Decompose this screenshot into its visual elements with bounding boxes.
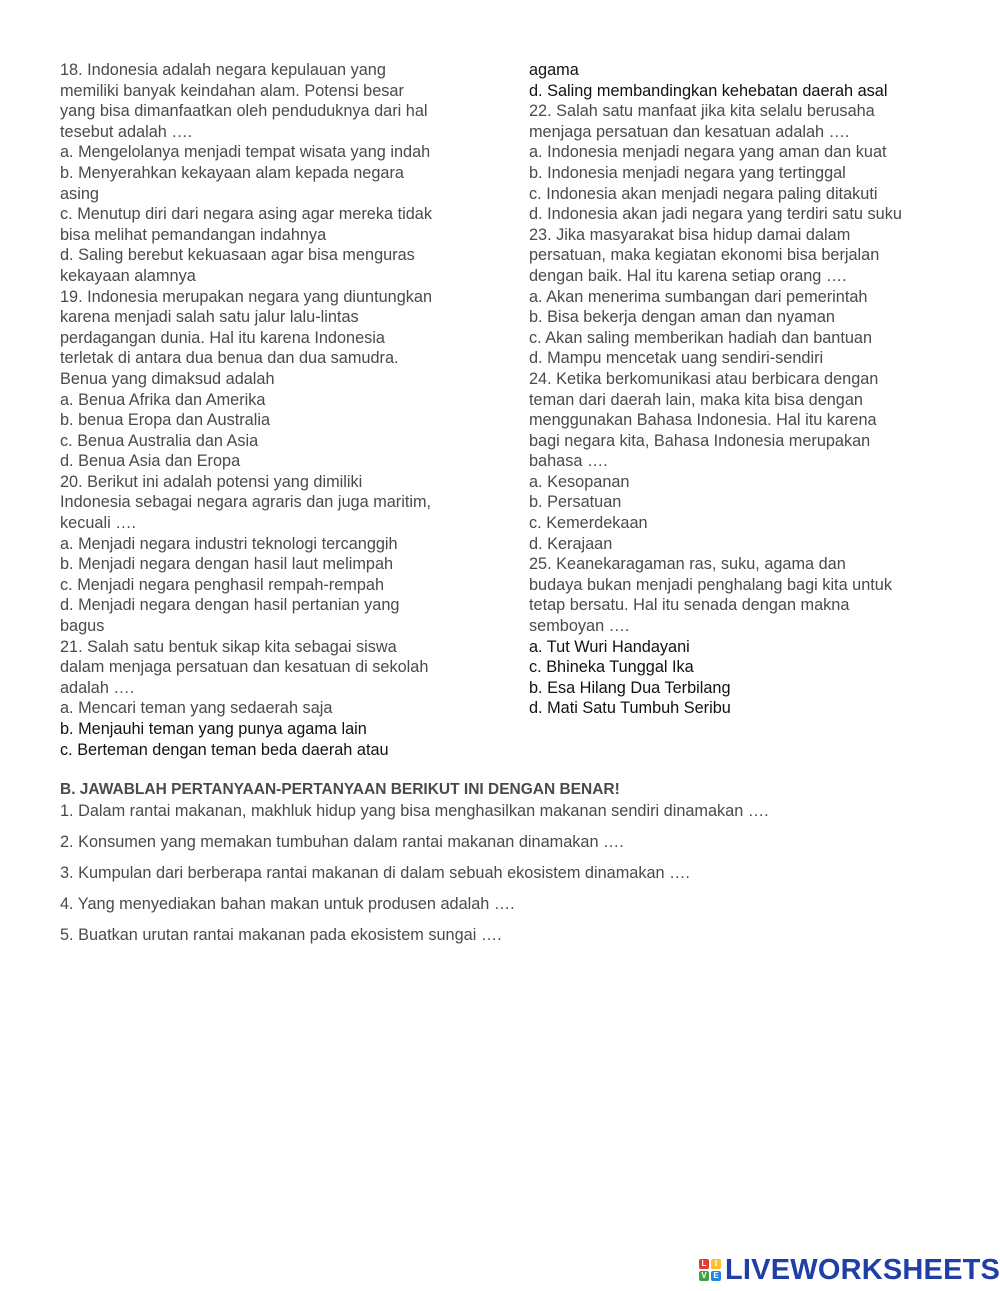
option-20d-cont: bagus (60, 617, 105, 636)
option-19c: c. Benua Australia dan Asia (60, 431, 259, 450)
question-25-line: tetap bersatu. Hal itu senada dengan makna (529, 596, 850, 615)
option-24d: d. Kerajaan (529, 534, 613, 553)
question-18-line: yang bisa dimanfaatkan oleh penduduknya dari hal (60, 102, 428, 121)
option-18b-cont: asing (60, 184, 99, 203)
question-21-line: 21. Salah satu bentuk sikap kita sebagai siswa (60, 637, 397, 656)
question-19-line: karena menjadi salah satu jalur lalu-lintas (60, 308, 359, 327)
option-25d: d. Mati Satu Tumbuh Seribu (529, 699, 731, 718)
essay-question-2: 2. Konsumen yang memakan tumbuhan dalam rantai makanan dinamakan …. (60, 833, 624, 851)
option-21c-cont: agama (529, 61, 579, 79)
option-24c: c. Kemerdekaan (529, 514, 648, 533)
question-25-line: semboyan …. (529, 617, 630, 636)
question-23-line: dengan baik. Hal itu karena setiap orang …. (529, 266, 847, 285)
question-22-line: menjaga persatuan dan kesatuan adalah …. (529, 122, 850, 141)
option-25b: b. Esa Hilang Dua Terbilang (529, 678, 731, 697)
option-25a: a. Tut Wuri Handayani (529, 637, 690, 656)
option-24a: a. Kesopanan (529, 472, 630, 491)
option-18c-cont: bisa melihat pemandangan indahnya (60, 225, 327, 244)
option-21c: c. Berteman dengan teman beda daerah atau (60, 740, 389, 759)
option-21d: d. Saling membandingkan kehebatan daerah asal (529, 81, 888, 100)
option-22c: c. Indonesia akan menjadi negara paling ditakuti (529, 184, 878, 203)
liveworksheets-logo[interactable] (699, 1253, 1000, 1287)
option-23b: b. Bisa bekerja dengan aman dan nyaman (529, 308, 835, 327)
question-19-line: terletak di antara dua benua dan dua samudra. (60, 349, 399, 368)
option-21a: a. Mencari teman yang sedaerah saja (60, 699, 333, 718)
question-18-line: 18. Indonesia adalah negara kepulauan yang (60, 61, 386, 79)
right-column (529, 60, 969, 719)
option-19a: a. Benua Afrika dan Amerika (60, 390, 266, 409)
essay-question-1: 1. Dalam rantai makanan, makhluk hidup yang bisa menghasilkan makanan sendiri dinamakan …. (60, 802, 769, 820)
option-18c: c. Menutup diri dari negara asing agar mereka tidak (60, 205, 432, 224)
question-21-line: adalah …. (60, 678, 135, 697)
option-19b: b. benua Eropa dan Australia (60, 411, 271, 430)
question-20-line: Indonesia sebagai negara agraris dan juga maritim, (60, 493, 432, 512)
option-20b: b. Menjadi negara dengan hasil laut melimpah (60, 555, 394, 574)
logo-squares-icon (699, 1259, 721, 1281)
essay-question-5: 5. Buatkan urutan rantai makanan pada ekosistem sungai …. (60, 926, 502, 944)
option-18d: d. Saling berebut kekuasaan agar bisa menguras (60, 246, 415, 265)
question-23-line: 23. Jika masyarakat bisa hidup damai dalam (529, 225, 851, 244)
question-24-line: teman dari daerah lain, maka kita bisa dengan (529, 390, 863, 409)
question-19-line: Benua yang dimaksud adalah (60, 369, 275, 388)
question-24-line: menggunakan Bahasa Indonesia. Hal itu karena (529, 411, 877, 430)
question-22-line: 22. Salah satu manfaat jika kita selalu berusaha (529, 102, 875, 121)
option-23a: a. Akan menerima sumbangan dari pemerintah (529, 287, 868, 306)
option-19d: d. Benua Asia dan Eropa (60, 452, 241, 471)
option-20d: d. Menjadi negara dengan hasil pertanian yang (60, 596, 400, 615)
option-20c: c. Menjadi negara penghasil rempah-rempah (60, 575, 385, 594)
option-21b: b. Menjauhi teman yang punya agama lain (60, 720, 367, 738)
option-25c: c. Bhineka Tunggal Ika (529, 658, 694, 677)
question-21-line: dalam menjaga persatuan dan kesatuan di sekolah (60, 658, 429, 677)
option-18d-cont: kekayaan alamnya (60, 266, 196, 285)
question-23-line: persatuan, maka kegiatan ekonomi bisa berjalan (529, 246, 880, 265)
essay-question-4: 4. Yang menyediakan bahan makan untuk produsen adalah …. (60, 895, 515, 913)
question-25-line: 25. Keanekaragaman ras, suku, agama dan (529, 555, 846, 574)
option-24b: b. Persatuan (529, 493, 622, 512)
option-22a: a. Indonesia menjadi negara yang aman dan kuat (529, 143, 887, 162)
option-18a: a. Mengelolanya menjadi tempat wisata yang indah (60, 143, 431, 162)
essay-question-3: 3. Kumpulan dari berberapa rantai makanan di dalam sebuah ekosistem dinamakan …. (60, 864, 690, 882)
logo-square-i: I (711, 1259, 721, 1269)
left-column (60, 60, 490, 760)
option-22d: d. Indonesia akan jadi negara yang terdiri satu suku (529, 205, 902, 224)
logo-square-l: L (699, 1259, 709, 1269)
logo-square-e: E (711, 1271, 721, 1281)
logo-text: LIVEWORKSHEETS (725, 1253, 1000, 1286)
question-25-line: budaya bukan menjadi penghalang bagi kita untuk (529, 575, 892, 594)
question-20-line: kecuali …. (60, 514, 137, 533)
question-19-line: 19. Indonesia merupakan negara yang diuntungkan (60, 287, 433, 306)
option-20a: a. Menjadi negara industri teknologi tercanggih (60, 534, 398, 553)
logo-square-v: V (699, 1271, 709, 1281)
option-23d: d. Mampu mencetak uang sendiri-sendiri (529, 349, 824, 368)
question-20-line: 20. Berikut ini adalah potensi yang dimiliki (60, 472, 363, 491)
option-22b: b. Indonesia menjadi negara yang tertinggal (529, 163, 846, 182)
option-18b: b. Menyerahkan kekayaan alam kepada negara (60, 163, 404, 182)
question-24-line: 24. Ketika berkomunikasi atau berbicara dengan (529, 369, 879, 388)
section-b-title: B. JAWABLAH PERTANYAAN-PERTANYAAN BERIKUT INI DENGAN BENAR! (60, 781, 620, 798)
question-24-line: bagi negara kita, Bahasa Indonesia merupakan (529, 431, 871, 450)
question-18-line: memiliki banyak keindahan alam. Potensi besar (60, 81, 404, 100)
question-19-line: perdagangan dunia. Hal itu karena Indonesia (60, 328, 385, 347)
question-18-line: tesebut adalah …. (60, 122, 193, 141)
question-24-line: bahasa …. (529, 452, 608, 471)
option-23c: c. Akan saling memberikan hadiah dan bantuan (529, 328, 873, 347)
